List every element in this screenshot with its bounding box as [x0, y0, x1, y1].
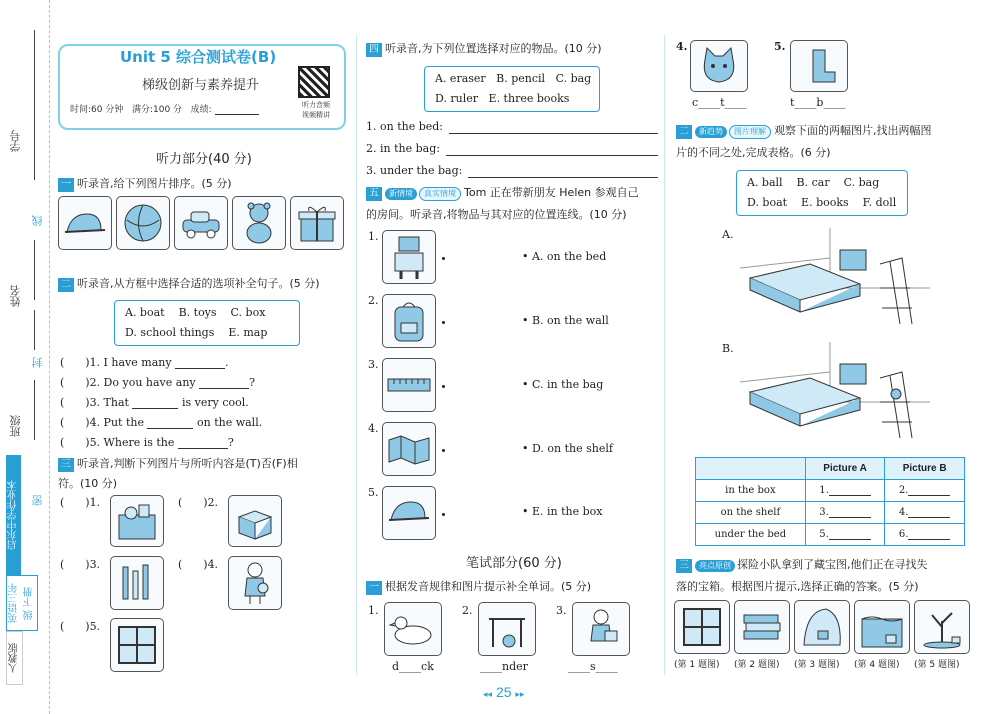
map-icon [387, 432, 431, 466]
figure-caption: (第 4 题图) [854, 660, 900, 670]
table-row [696, 502, 965, 524]
question-text: 听录音,为下列位置选择对应的物品。(10 分) [385, 42, 602, 55]
writing-heading: 笔试部分(60 分) [466, 556, 562, 571]
match-number: 4. [368, 422, 379, 435]
q4-options-box [424, 66, 600, 112]
car-icon [179, 206, 223, 240]
tube-icon [799, 46, 839, 86]
word-blank-under[interactable]: ____nder [480, 660, 528, 673]
table-cell: in the box [696, 480, 806, 502]
open-box-icon [233, 501, 277, 541]
position-item [366, 120, 658, 142]
tube-picture [790, 40, 848, 92]
tf-item-5: ( )5. [60, 620, 101, 633]
cap-icon [387, 498, 431, 528]
toy-box-icon [115, 501, 159, 541]
question-number: 二 [58, 278, 74, 292]
table-row [696, 480, 965, 502]
gift-box-picture [290, 196, 344, 250]
table-cell: under the bed [696, 524, 806, 546]
place-option-e[interactable]: • E. in the box [522, 505, 603, 518]
window-icon [115, 623, 159, 667]
table-cell[interactable] [885, 524, 965, 546]
answer-blank[interactable] [446, 142, 658, 156]
table-cell[interactable] [885, 480, 965, 502]
answer-blank[interactable] [147, 428, 193, 429]
match-dot[interactable] [442, 321, 445, 324]
answer-blank[interactable] [829, 517, 871, 518]
options-row: A. ball B. car C. bag [747, 176, 880, 189]
listening-q4-heading [366, 40, 602, 57]
room-picture-a [740, 228, 930, 332]
duck-icon [389, 611, 437, 647]
bedroom-icon [740, 342, 930, 446]
word-number: 5. [774, 40, 786, 53]
gift-box-icon [297, 203, 337, 243]
q2-options-box [114, 300, 300, 346]
answer-blank[interactable] [829, 495, 871, 496]
table-header-row [696, 458, 965, 480]
robot-icon [389, 235, 429, 279]
ball-picture [116, 196, 170, 250]
series-edition: 人教版 [6, 631, 23, 685]
pencils-icon [115, 561, 159, 605]
differences-table [695, 457, 965, 546]
full-score-label: 满分:100 分 [131, 105, 183, 115]
tf-item-1: ( )1. [60, 496, 101, 509]
table-cell[interactable] [885, 502, 965, 524]
word-blank-tube[interactable]: t____b____ [790, 96, 846, 109]
question-number: 五 [366, 187, 382, 201]
ruler-icon [386, 375, 432, 395]
answer-number: 5. [819, 529, 829, 540]
options-row: A. boat B. toys C. box [125, 306, 266, 319]
question-number: 一 [366, 581, 382, 595]
books-icon [740, 609, 784, 645]
page-number-area [483, 684, 524, 700]
answer-blank[interactable] [908, 495, 950, 496]
sentence-prefix: ( )3. That [60, 396, 129, 409]
treasure-picture-3 [794, 600, 850, 654]
open-box-picture [228, 495, 282, 547]
writing-q3-heading-cont: 落的宝箱。根据图片提示,选择正确的答案。(5 分) [676, 580, 919, 593]
dense-mark: 密 [31, 495, 44, 506]
match-dot[interactable] [442, 257, 445, 260]
place-option-d[interactable]: • D. on the shelf [522, 442, 613, 455]
table-header [696, 458, 806, 480]
match-dot[interactable] [442, 513, 445, 516]
writing-q3-heading [676, 556, 928, 573]
original-highlight-tag: 亮点原创 [695, 560, 735, 572]
sentence-prefix: ( )1. I have many [60, 356, 172, 369]
answer-number: 6. [898, 529, 909, 540]
backpack-icon [391, 299, 427, 343]
sentence-prefix: ( )2. Do you have any [60, 376, 196, 389]
bus-girl-picture [572, 602, 630, 656]
question-text: 观察下面的两幅图片,找出两幅图 [774, 124, 932, 137]
column-divider [664, 35, 665, 675]
word-number: 2. [462, 604, 473, 617]
listening-q3-heading [58, 455, 298, 472]
writing-q2-heading [676, 122, 932, 139]
answer-number: 2. [898, 485, 909, 496]
position-label: 2. in the bag: [366, 142, 440, 155]
sea-icon [860, 605, 904, 649]
answer-blank[interactable] [908, 539, 950, 540]
match-number: 5. [368, 486, 379, 499]
class-label: 班级 [9, 415, 22, 437]
sentence-item [60, 356, 350, 376]
figure-caption: (第 2 题图) [734, 660, 780, 670]
sentence-suffix: ? [249, 376, 256, 389]
tf-item-2: ( )2. [178, 496, 219, 509]
figure-caption: (第 1 题图) [674, 660, 720, 670]
gutter-line [34, 310, 35, 350]
series-label [6, 455, 35, 685]
toy-box-picture [110, 495, 164, 547]
school-things-picture [110, 556, 164, 610]
real-context-tag: 真实情境 [419, 187, 461, 201]
question-text: 听录音,判断下列图片与所听内容是(T)否(F)相 [77, 457, 298, 470]
qr-caption-line: 视频精讲 [302, 111, 330, 119]
subtitle: 梯级创新与素养提升 [142, 78, 260, 93]
table-header: Picture B [885, 458, 965, 480]
bedroom-icon [740, 228, 930, 332]
next-arrow-icon: ▸▸ [515, 689, 525, 699]
cap-picture [58, 196, 112, 250]
new-trend-tag: 新趋势 [695, 126, 727, 138]
backpack-picture [382, 294, 436, 348]
listening-q2-heading [58, 275, 320, 292]
tree-icon [920, 605, 964, 649]
qr-code-icon[interactable] [298, 66, 330, 98]
qr-caption-line: 听力音频 [302, 101, 330, 109]
figure-caption: (第 5 题图) [914, 660, 960, 670]
sentence-prefix: ( )4. Put the [60, 416, 144, 429]
question-number: 一 [58, 178, 74, 192]
answer-blank[interactable] [178, 448, 228, 449]
cap-picture-2 [382, 486, 436, 540]
answer-blank[interactable] [175, 368, 225, 369]
line-mark: 线 [31, 215, 44, 226]
q4-position-list [366, 120, 658, 186]
writing-q2-heading-cont: 片的不同之处,完成表格。(6 分) [676, 146, 831, 159]
match-dot[interactable] [442, 449, 445, 452]
answer-number: 4. [898, 507, 909, 518]
ball-icon [122, 202, 164, 244]
sentence-suffix: . [225, 356, 229, 369]
sentence-suffix: ? [227, 436, 234, 449]
listening-q1-heading [58, 175, 232, 192]
score-label: 成绩: [190, 105, 212, 115]
window-picture [110, 618, 164, 672]
sentence-suffix: is very cool. [181, 396, 249, 409]
question-text: 探险小队拿到了藏宝图,他们正在寻找失 [737, 558, 928, 571]
word-number: 4. [676, 40, 688, 53]
gutter-line [34, 380, 35, 440]
gutter-line [34, 30, 35, 180]
table-row [696, 524, 965, 546]
series-grade: 英语三年级 下册 [6, 575, 38, 631]
sentence-item [60, 436, 350, 456]
word-number: 3. [556, 604, 567, 617]
writing-q1-heading [366, 578, 591, 595]
listening-q5-heading [366, 184, 639, 201]
teddy-bear-icon [239, 201, 279, 245]
treasure-picture-1 [674, 600, 730, 654]
score-blank[interactable] [215, 114, 259, 115]
room-picture-b [740, 342, 930, 446]
question-text: 听录音,给下列图片排序。(5 分) [77, 177, 232, 190]
listening-q3-heading-cont: 符。(10 分) [58, 477, 118, 490]
robot-picture [382, 230, 436, 284]
sentence-suffix: on the wall. [196, 416, 263, 429]
under-table-picture [478, 602, 536, 656]
answer-blank[interactable] [449, 120, 658, 134]
test-meta [70, 102, 259, 115]
picture-a-label: A. [722, 228, 734, 241]
teddy-bear-picture [232, 196, 286, 250]
treasure-picture-5 [914, 600, 970, 654]
position-item [366, 142, 658, 164]
table-cell[interactable] [805, 502, 885, 524]
sentence-item [60, 376, 350, 396]
question-number: 三 [676, 559, 692, 573]
position-item [366, 164, 658, 186]
answer-blank[interactable] [829, 539, 871, 540]
table-icon [483, 609, 531, 649]
answer-blank[interactable] [199, 388, 249, 389]
ruler-picture [382, 358, 436, 412]
girl-with-ball-picture [228, 556, 282, 610]
figure-caption: (第 3 题图) [794, 660, 840, 670]
word-blank-3[interactable]: ____s____ [568, 660, 618, 673]
place-option-a[interactable]: • A. on the bed [522, 250, 607, 263]
options-row: D. ruler E. three books [435, 92, 570, 105]
word-number: 1. [368, 604, 379, 617]
question-text: 听录音,从方框中选择合适的选项补全句子。(5 分) [77, 277, 320, 290]
q2-find-options-box [736, 170, 908, 216]
q2-sentence-list [60, 356, 350, 456]
place-option-b[interactable]: • B. on the wall [522, 314, 609, 327]
word-blank-cat[interactable]: c____t____ [692, 96, 747, 109]
picture-b-label: B. [722, 342, 734, 355]
unit-title: Unit 5 综合测试卷(B) [120, 48, 277, 66]
match-dot[interactable] [442, 385, 445, 388]
position-label: 1. on the bed: [366, 120, 444, 133]
question-number: 四 [366, 43, 382, 57]
listening-heading: 听力部分(40 分) [156, 152, 252, 167]
answer-blank[interactable] [908, 517, 950, 518]
treasure-picture-2 [734, 600, 790, 654]
student-number-label: 学号 [9, 130, 22, 152]
treasure-picture-4 [854, 600, 910, 654]
cat-icon [697, 46, 741, 86]
match-number: 3. [368, 358, 379, 371]
tf-item-3: ( )3. [60, 558, 101, 571]
question-number: 三 [58, 458, 74, 472]
table-cell[interactable] [805, 524, 885, 546]
question-text: 根据发音规律和图片提示补全单词。(5 分) [385, 580, 592, 593]
column-divider [356, 35, 357, 675]
car-picture [174, 196, 228, 250]
sentence-item [60, 416, 350, 436]
picture-understanding-tag: 图片理解 [729, 125, 771, 139]
table-header: Picture A [805, 458, 885, 480]
question-text: Tom 正在带新朋友 Helen 参观自己 [464, 186, 639, 199]
question-number: 二 [676, 125, 692, 139]
seal-mark: 封 [31, 357, 44, 368]
name-label: 姓名 [9, 285, 22, 307]
qr-caption [294, 100, 338, 120]
answer-number: 1. [819, 485, 829, 496]
map-picture [382, 422, 436, 476]
answer-number: 3. [819, 507, 829, 518]
duck-picture [384, 602, 442, 656]
sentence-prefix: ( )5. Where is the [60, 436, 175, 449]
position-label: 3. under the bag: [366, 164, 463, 177]
cap-icon [63, 208, 107, 238]
treasure-caption-row [674, 657, 974, 670]
page-number: 25 [495, 684, 512, 700]
girl-icon [235, 560, 275, 606]
treasure-picture-row [674, 600, 974, 654]
answer-blank[interactable] [132, 408, 178, 409]
match-number: 2. [368, 294, 379, 307]
q1-picture-row [58, 196, 350, 250]
new-context-tag: 新情境 [385, 188, 417, 200]
options-row: D. boat E. books F. doll [747, 196, 897, 209]
sentence-item [60, 396, 350, 416]
listening-q5-heading-cont: 的房间。听录音,将物品与其对应的位置连线。(10 分) [366, 208, 627, 221]
cave-icon [800, 605, 844, 649]
word-blank-duck[interactable]: d____ck [392, 660, 434, 673]
gutter-line [34, 240, 35, 300]
options-row: D. school things E. map [125, 326, 268, 339]
options-row: A. eraser B. pencil C. bag [435, 72, 592, 85]
series-brand: 启东中学作业本 [6, 455, 21, 575]
prev-arrow-icon: ◂◂ [483, 689, 493, 699]
table-cell[interactable] [805, 480, 885, 502]
answer-blank[interactable] [468, 164, 658, 178]
girl-icon [579, 607, 623, 651]
tf-item-4: ( )4. [178, 558, 219, 571]
place-option-c[interactable]: • C. in the bag [522, 378, 604, 391]
table-cell: on the shelf [696, 502, 806, 524]
time-label: 时间:60 分钟 [70, 105, 124, 115]
match-number: 1. [368, 230, 379, 243]
window-icon [680, 605, 724, 649]
cat-picture [690, 40, 748, 92]
